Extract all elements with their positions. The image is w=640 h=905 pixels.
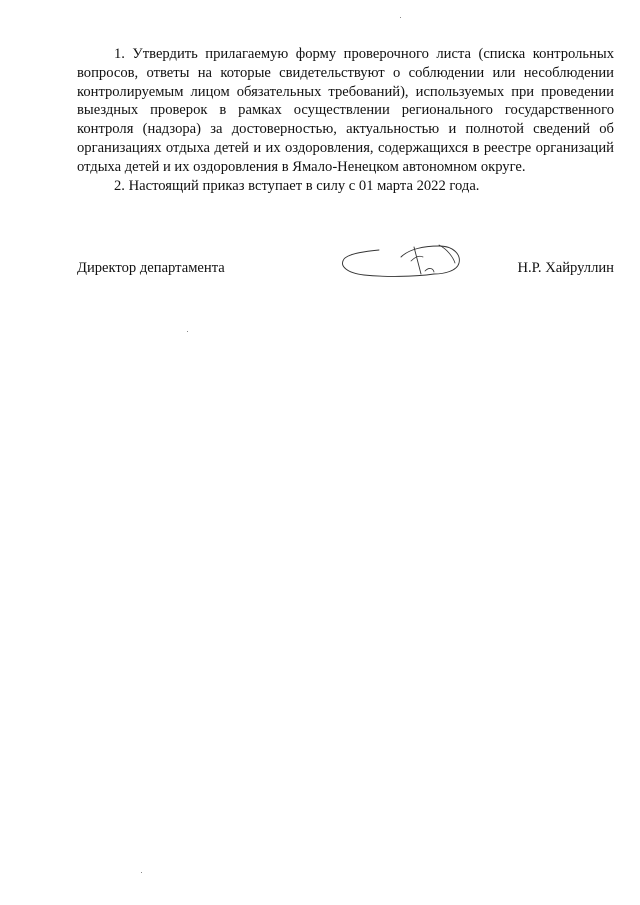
document-body xyxy=(77,45,614,195)
paragraph-1: 1. Утвердить прилагаемую форму проверочного листа (списка контрольных вопросов, ответы на которые свидетельствуют о соблюдении или несоблюдении контролируемым лицом обязательных требований), используемых при проведении выездных проверок в рамках осуществлении регионального государственного контроля (надзора) за достоверностью, актуальностью и полнотой сведений об организациях отдыха детей и их оздоровления, содержащихся в реестре организаций отдыха детей и их оздоровления в Ямало-Ненецком автономном округе. xyxy=(77,46,614,175)
signatory-name: Н.Р. Хайруллин xyxy=(517,260,614,276)
scan-speck xyxy=(400,17,401,18)
scan-speck xyxy=(141,872,142,873)
signatory-position: Директор департамента xyxy=(77,260,225,276)
signature-block xyxy=(77,259,614,283)
paragraph-2: 2. Настоящий приказ вступает в силу с 01 марта 2022 года. xyxy=(114,177,480,194)
scan-speck xyxy=(187,331,188,332)
handwritten-signature-icon xyxy=(339,241,464,283)
